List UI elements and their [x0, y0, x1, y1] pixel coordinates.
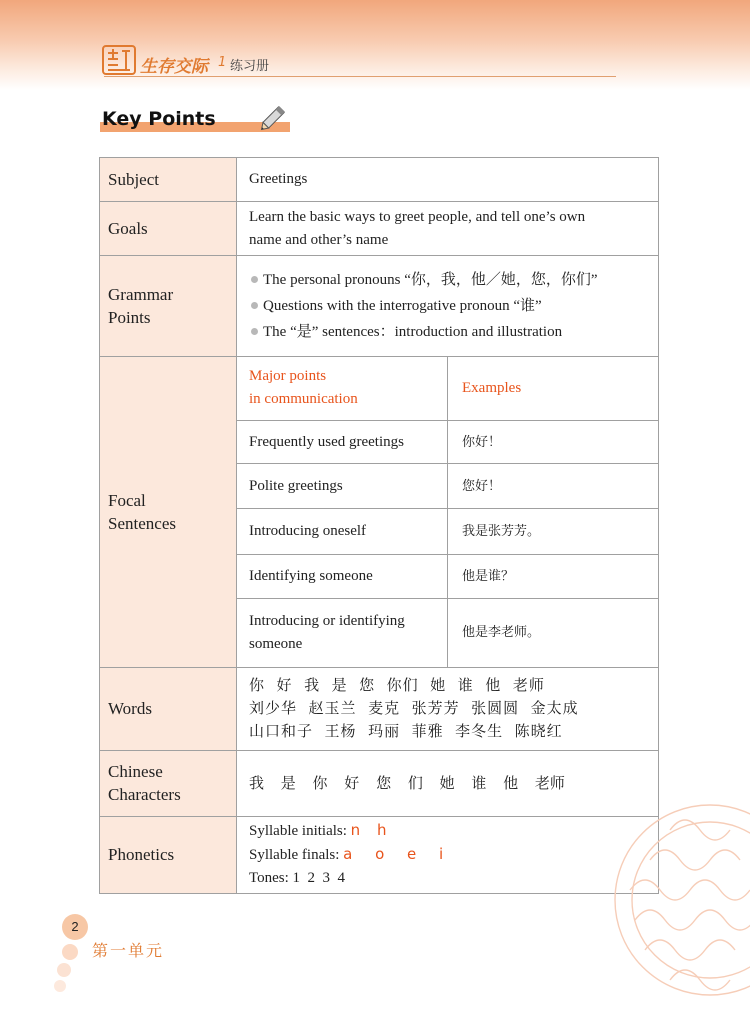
phon-initials-label: Syllable initials: — [249, 823, 347, 840]
focal-row — [237, 421, 658, 464]
value-grammar — [237, 256, 659, 356]
words-line: 你 好 我 是 您 你们 她 谁 他 老师 — [249, 676, 545, 695]
label-subject: Subject — [100, 158, 237, 202]
phon-finals-value: a o e i — [343, 845, 453, 864]
label-focal-line: Sentences — [108, 513, 176, 533]
focal-row — [237, 464, 658, 509]
words-line: 山口和子 王杨 玛丽 菲雅 李冬生 陈晓红 — [249, 722, 563, 741]
label-chars-line: Chinese — [108, 762, 163, 782]
value-subject: Greetings — [237, 158, 659, 202]
focal-header-major — [237, 357, 448, 421]
focal-point: Introducing oneself — [237, 509, 448, 554]
grammar-list — [249, 267, 658, 345]
value-words — [237, 668, 659, 750]
label-focal-line: Focal — [108, 490, 146, 510]
phon-finals-label: Syllable finals: — [249, 847, 340, 864]
focal-example: 你好！ — [448, 421, 659, 464]
focal-example: 我是张芳芳。 — [448, 509, 659, 554]
focal-example: 他是李老师。 — [462, 625, 541, 641]
phon-initials-value: n h — [350, 821, 393, 840]
value-goals — [237, 202, 659, 256]
label-chars-line: Characters — [108, 785, 181, 805]
focal-point: Identifying someone — [237, 554, 448, 598]
series-logo-icon — [102, 45, 136, 75]
value-chars: 我 是 你 好 您 们 她 谁 他 老师 — [237, 750, 659, 816]
focal-point: Frequently used greetings — [237, 421, 448, 464]
focal-header-row — [237, 357, 658, 421]
row-focal — [100, 356, 659, 668]
row-grammar — [100, 256, 659, 356]
focal-point-line: Introducing or identifying — [249, 612, 405, 629]
focal-row — [237, 509, 658, 554]
label-focal — [100, 356, 237, 668]
section-title: Key Points — [102, 108, 216, 130]
focal-point-line: someone — [249, 635, 303, 652]
decorative-bubbles-icon — [50, 930, 90, 1000]
focal-point — [237, 598, 448, 667]
book-type: 练习册 — [230, 59, 270, 74]
label-grammar-line: Points — [108, 307, 151, 327]
label-grammar — [100, 256, 237, 356]
focal-header-examples: Examples — [448, 357, 659, 421]
grammar-item: The personal pronouns “你，我，他／她，您，你们” — [249, 267, 658, 293]
focal-example: 他是谁？ — [448, 554, 659, 598]
focal-header-line: in communication — [249, 391, 358, 408]
row-subject — [100, 158, 659, 202]
focal-example: 您好！ — [448, 464, 659, 509]
row-goals — [100, 202, 659, 256]
phon-tones-value: 1 2 3 4 — [292, 870, 346, 887]
series-title: 生存交际 — [140, 57, 208, 76]
label-goals: Goals — [100, 202, 237, 256]
label-phonetics: Phonetics — [100, 816, 237, 893]
pencil-icon — [258, 100, 292, 132]
label-grammar-line: Grammar — [108, 284, 174, 304]
words-line: 刘少华 赵玉兰 麦克 张芳芳 张圆圆 金太成 — [249, 699, 579, 718]
goals-line: name and other’s name — [249, 231, 389, 248]
focal-row — [237, 554, 658, 598]
value-focal — [237, 356, 659, 668]
focal-row — [237, 598, 658, 667]
volume-number: 1 — [218, 55, 227, 70]
page-number: 2 — [62, 914, 88, 940]
focal-header-line: Major points — [249, 368, 327, 385]
grammar-item: The “是” sentences：introduction and illustration — [249, 319, 658, 345]
row-words — [100, 668, 659, 750]
focal-point: Polite greetings — [237, 464, 448, 509]
grammar-item: Questions with the interrogative pronoun “谁” — [249, 293, 658, 319]
phon-tones-label: Tones: — [249, 870, 289, 887]
label-words: Words — [100, 668, 237, 750]
label-chars — [100, 750, 237, 816]
header-divider — [104, 76, 616, 77]
decorative-cloud-pattern-icon — [560, 780, 750, 1010]
unit-label: 第一单元 — [92, 941, 165, 960]
focal-sentences-table — [237, 357, 658, 668]
goals-line: Learn the basic ways to greet people, and tell one’s own — [249, 208, 586, 225]
